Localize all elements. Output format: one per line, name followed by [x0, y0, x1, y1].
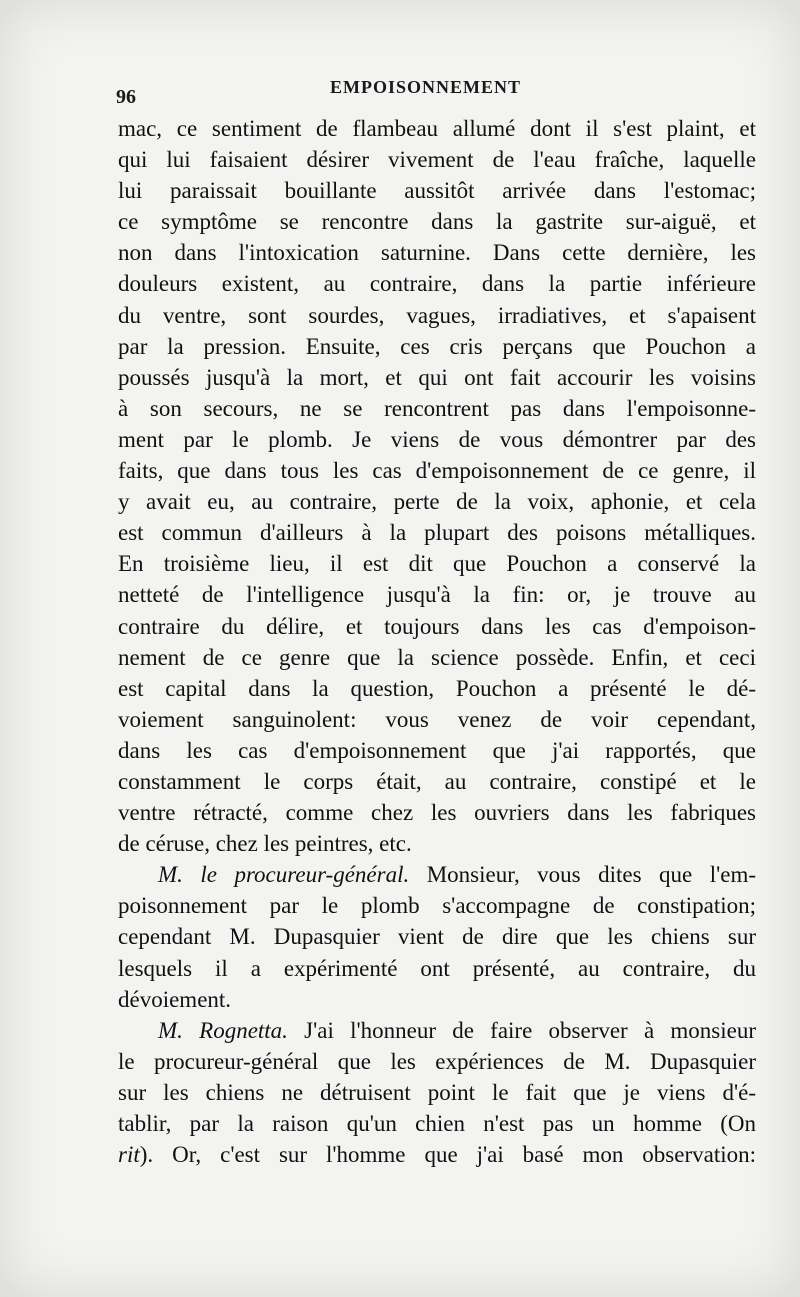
- text-line: y avait eu, au contraire, perte de la voix, aphonie, et cela: [118, 489, 756, 515]
- speech-text: J'ai l'honneur de faire observer à monsieur: [287, 1017, 756, 1043]
- text-line: lui paraissait bouillante aussitôt arrivée dans l'estomac;: [118, 178, 756, 204]
- speech-text: ). Or, c'est sur l'homme que j'ai basé mon observation:: [139, 1142, 756, 1168]
- text-line: ment par le plomb. Je viens de vous démontrer par des: [118, 426, 756, 452]
- text-line: ce symptôme se rencontre dans la gastrite sur-aiguë, et: [118, 209, 756, 235]
- text-line: est commun d'ailleurs à la plupart des poisons métalliques.: [118, 520, 756, 546]
- text-line: du ventre, sont sourdes, vagues, irradiatives, et s'apaisent: [118, 302, 756, 328]
- text-line: lesquels il a expérimenté ont présenté, au contraire, du: [118, 955, 756, 981]
- page-header: [116, 74, 760, 108]
- text-line: constamment le corps était, au contraire, constipé et le: [118, 768, 756, 794]
- text-line: dans les cas d'empoisonnement que j'ai rapportés, que: [118, 737, 756, 763]
- speaker-line: [118, 1015, 756, 1046]
- text-line: non dans l'intoxication saturnine. Dans cette dernière, les: [118, 240, 756, 266]
- speaker-name: M. Rognetta.: [158, 1017, 288, 1043]
- speaker-line: [118, 859, 756, 890]
- body-text: [118, 113, 756, 1170]
- text-line: poisonnement par le plomb s'accompagne de constipation;: [118, 893, 756, 919]
- text-line: est capital dans la question, Pouchon a présenté le dé-: [118, 675, 756, 701]
- text-line: qui lui faisaient désirer vivement de l'eau fraîche, laquelle: [118, 147, 756, 173]
- text-line: douleurs existent, au contraire, dans la partie inférieure: [118, 271, 756, 297]
- text-line: mac, ce sentiment de flambeau allumé dont il s'est plaint, et: [118, 116, 756, 141]
- text-line: contraire du délire, et toujours dans les cas d'empoison-: [118, 613, 756, 639]
- text-line: le procureur-général que les expériences de M. Dupasquier: [118, 1048, 756, 1074]
- stage-direction: rit: [118, 1142, 140, 1168]
- text-line: de céruse, chez les peintres, etc.: [118, 831, 412, 857]
- text-line: netteté de l'intelligence jusqu'à la fin: or, je trouve au: [118, 582, 756, 608]
- text-line: faits, que dans tous les cas d'empoisonnement de ce genre, il: [118, 458, 756, 484]
- text-line: En troisième lieu, il est dit que Pouchon a conservé la: [118, 551, 756, 577]
- text-line: cependant M. Dupasquier vient de dire que les chiens sur: [118, 924, 756, 950]
- text-line: nement de ce genre que la science possède. Enfin, et ceci: [118, 644, 756, 670]
- text-line: par la pression. Ensuite, ces cris perçans que Pouchon a: [118, 333, 756, 359]
- page-number: 96: [116, 86, 136, 108]
- text-line: tablir, par la raison qu'un chien n'est pas un homme (On: [118, 1111, 756, 1136]
- speech-text: Monsieur, vous dites que l'em-: [409, 862, 756, 888]
- text-line: voiement sanguinolent: vous venez de voir cependant,: [118, 706, 756, 732]
- text-line: sur les chiens ne détruisent point le fait que je viens d'é-: [118, 1079, 756, 1105]
- text-line: poussés jusqu'à la mort, et qui ont fait accourir les voisins: [118, 364, 756, 390]
- running-title: EMPOISONNEMENT: [330, 77, 522, 97]
- text-line: à son secours, ne se rencontrent pas dans l'empoisonne-: [118, 395, 756, 421]
- text-line: [118, 1139, 756, 1170]
- text-line: ventre rétracté, comme chez les ouvriers dans les fabriques: [118, 800, 756, 826]
- speaker-name: M. le procureur-général.: [158, 862, 410, 888]
- text-line: dévoiement.: [118, 986, 232, 1012]
